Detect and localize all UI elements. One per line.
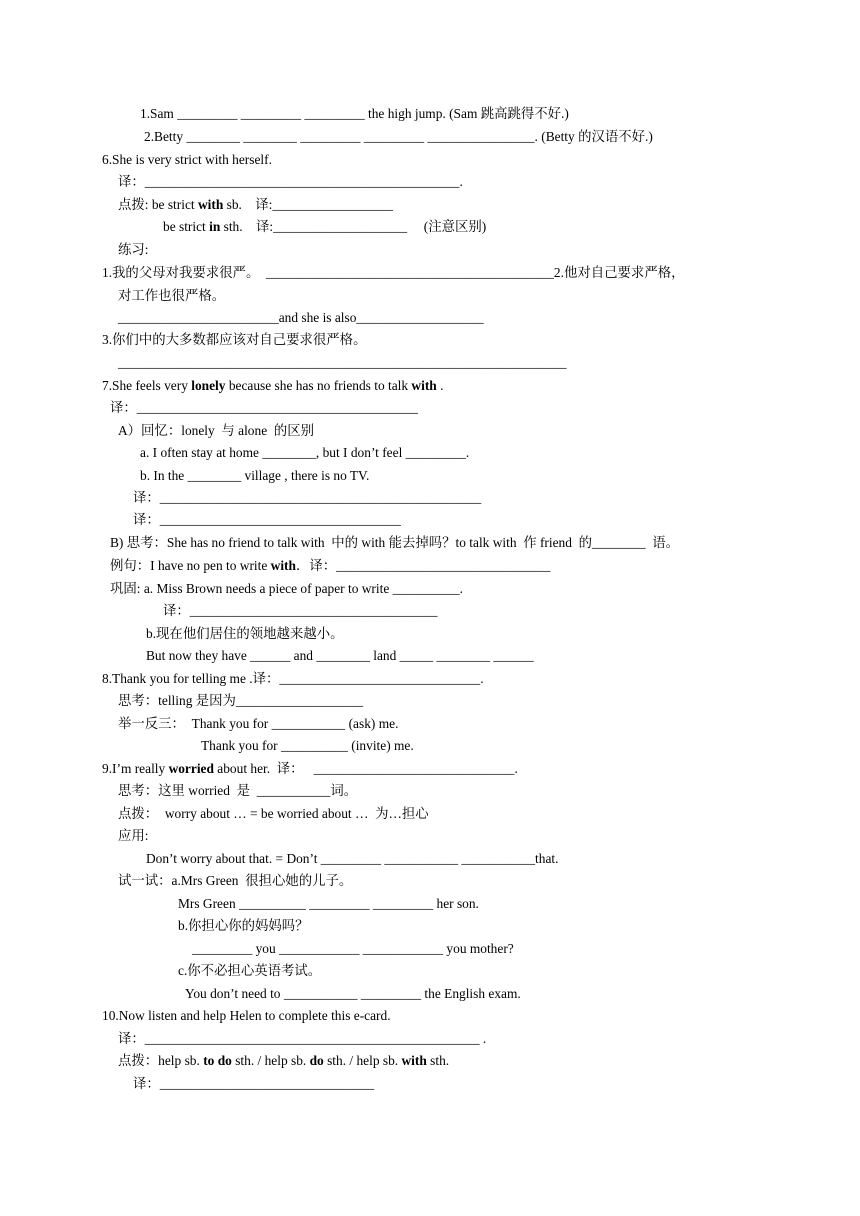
example-line: 例句：I have no pen to write with．译：________________________________ (110, 558, 551, 573)
exercise-line: You don’t need to ___________ _________ the English exam. (185, 986, 521, 1001)
think-line: 思考：这里 worried 是 ___________词。 (118, 783, 358, 798)
exercise-line: b. In the ________ village , there is no TV. (140, 468, 370, 483)
practice-label: 练习: (118, 242, 149, 257)
translation-line: 译：__________________________________________ (110, 400, 418, 415)
item-7-heading: 7.She feels very lonely because she has no friends to talk with . (102, 378, 444, 393)
consolidate-line: 巩固: a. Miss Brown needs a piece of paper to write __________. (110, 581, 463, 596)
answer-line: ___________________________________________________________________ (118, 355, 567, 370)
apply-label: 应用: (118, 828, 149, 843)
item-8-heading: 8.Thank you for telling me .译：______________________________. (102, 671, 484, 686)
review-line: A）回忆：lonely 与 alone 的区别 (118, 423, 315, 438)
exercise-line: a. I often stay at home ________, but I don’t feel _________. (140, 445, 470, 460)
exercise-line: But now they have ______ and ________ land _____ ________ ______ (146, 648, 534, 663)
practice-line: 1.我的父母对我要求很严。 ___________________________________________2.他对自己要求严格， (102, 265, 685, 280)
try-line: 试一试：a.Mrs Green 很担心她的儿子。 (118, 873, 353, 888)
exercise-line: Mrs Green __________ _________ _________ her son. (178, 896, 479, 911)
translation-line: 译：_______________________________________________. (118, 174, 463, 189)
translation-line: 译：________________________________ (133, 1076, 375, 1091)
practice-line: 对工作也很严格。 (118, 288, 226, 303)
exercise-line: b.现在他们居住的领地越来越小。 (146, 626, 344, 641)
extension-line: 举一反三： Thank you for ___________ (ask) me. (118, 716, 399, 731)
think-line: B) 思考：She has no friend to talk with 中的 with 能去掉吗？to talk with 作 friend 的________ 语。 (110, 535, 680, 550)
tip-line: 点拨： worry about … = be worried about … 为…担心 (118, 806, 429, 821)
exercise-line-sam: 1.Sam _________ _________ _________ the high jump. (Sam 跳高跳得不好.) (140, 106, 569, 121)
exercise-line: c.你不必担心英语考试。 (178, 963, 322, 978)
translation-line: 译：____________________________________ (133, 512, 401, 527)
item-9-heading: 9.I’m really worried about her. 译： ______________________________. (102, 761, 518, 776)
exercise-line: b.你担心你的妈妈吗？ (178, 918, 309, 933)
exercise-line: _________ you ____________ ____________ you mother? (192, 941, 514, 956)
translation-line: 译：________________________________________________ (133, 490, 482, 505)
tip-line: be strict in sth. 译:____________________ (注意区别) (163, 219, 487, 234)
tip-line: 点拨：help sb. to do sth. / help sb. do sth. / help sb. with sth. (118, 1053, 450, 1068)
answer-line: ________________________and she is also___________________ (118, 310, 484, 325)
translation-line: 译：_____________________________________ (163, 603, 438, 618)
apply-line: Don’t worry about that. = Don’t _________ ___________ ___________that. (146, 851, 559, 866)
tip-line: 点拨: be strict with sb. 译:__________________ (118, 197, 393, 212)
exercise-line-betty: 2.Betty ________ ________ _________ _________ ________________. (Betty 的汉语不好.) (144, 129, 653, 144)
item-6-heading: 6.She is very strict with herself. (102, 152, 272, 167)
extension-line: Thank you for __________ (invite) me. (201, 738, 414, 753)
think-line: 思考：telling 是因为___________________ (118, 693, 364, 708)
translation-line: 译：__________________________________________________ . (118, 1031, 487, 1046)
item-10-heading: 10.Now listen and help Helen to complete this e-card. (102, 1008, 391, 1023)
practice-line: 3.你们中的大多数都应该对自己要求很严格。 (102, 332, 367, 347)
